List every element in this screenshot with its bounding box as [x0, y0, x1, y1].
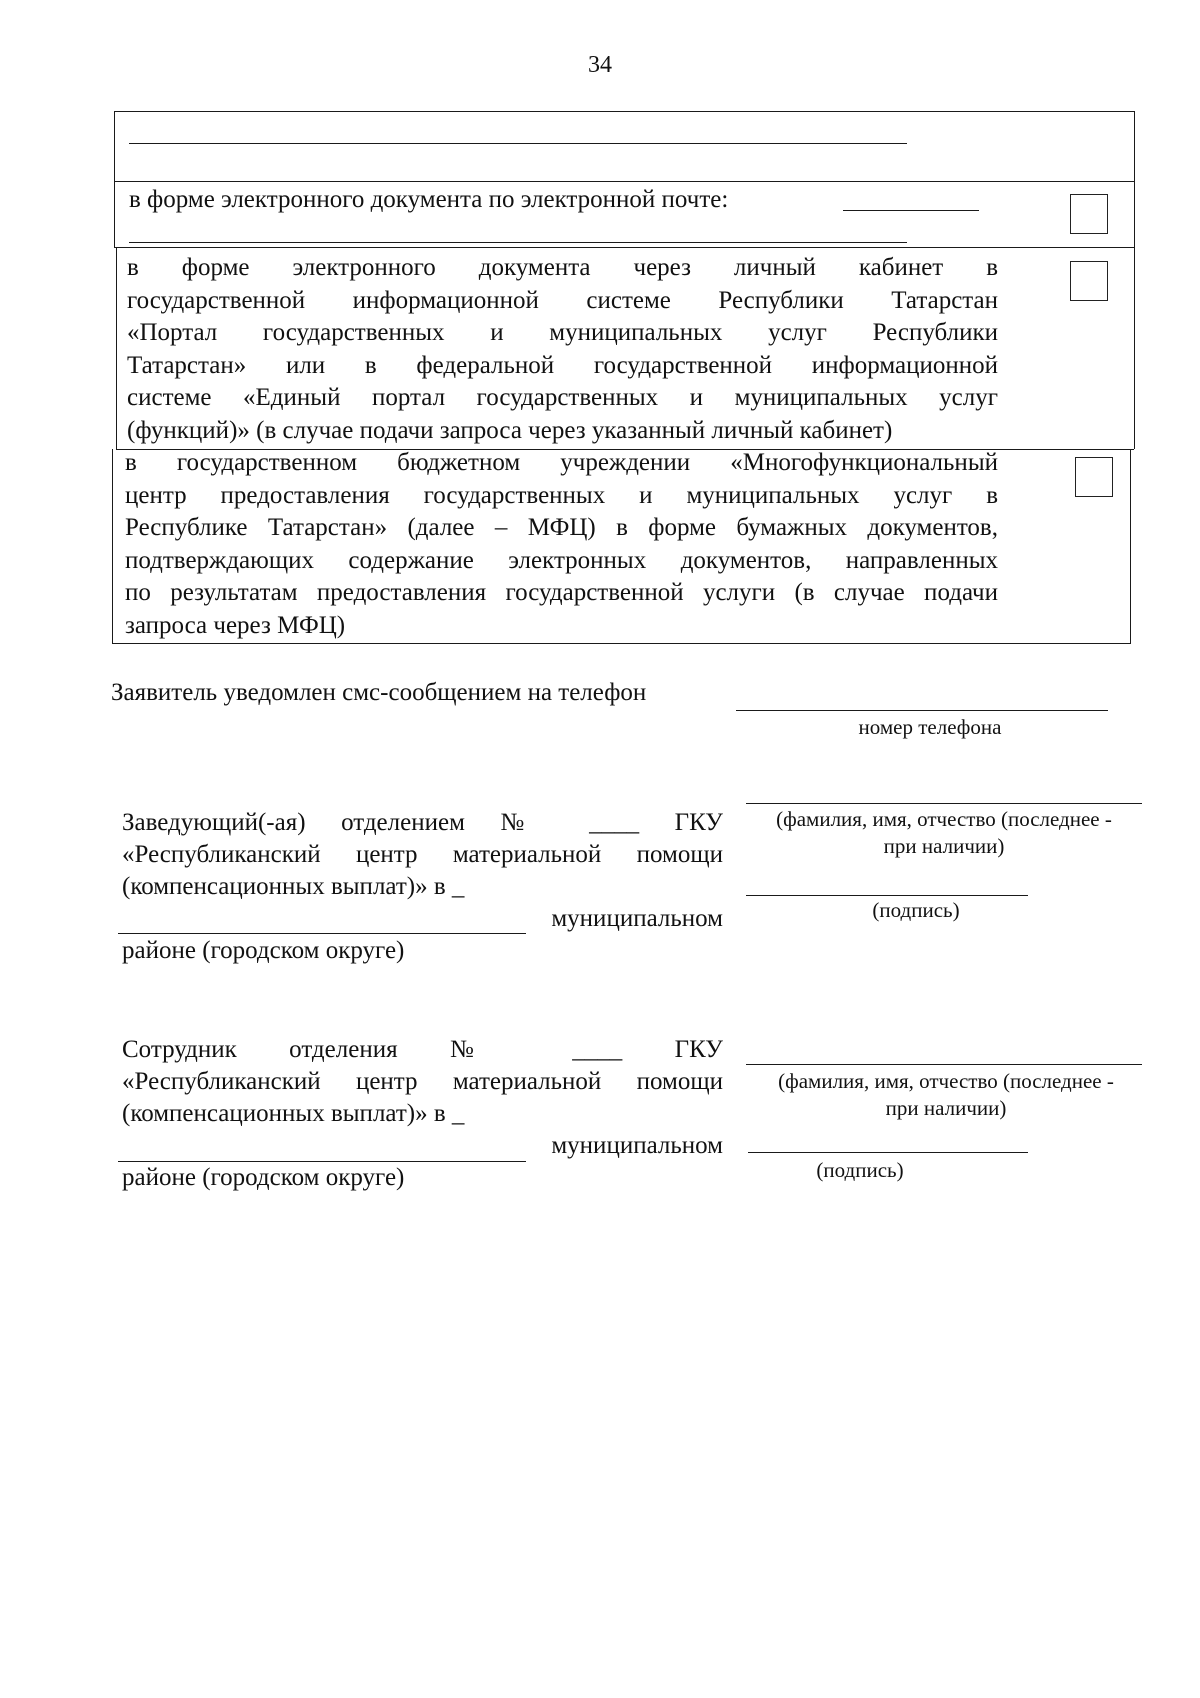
- row-divider-2: [114, 247, 1135, 248]
- text-line: районе (городском округе): [122, 937, 405, 964]
- staff-district-field[interactable]: [118, 1161, 526, 1162]
- staff-signature-caption: (подпись): [816, 1158, 904, 1182]
- caption-line: при наличии): [883, 834, 1005, 858]
- text-line: муниципальном: [551, 905, 723, 932]
- text-line: в государственном бюджетном учреждении «Многофункциональный: [125, 449, 998, 476]
- text-line: Татарстан» или в федеральной государственной информационной: [127, 351, 998, 379]
- table-right-border-1: [1134, 111, 1135, 449]
- text-line: районе (городском округе): [122, 1164, 405, 1191]
- phone-number-field[interactable]: [736, 710, 1108, 711]
- text-line: Республике Татарстан» (далее – МФЦ) в форме бумажных документов,: [125, 514, 998, 541]
- text-line: запроса через МФЦ): [125, 611, 346, 639]
- text-line: по результатам предоставления государственной услуги (в случае подачи: [125, 579, 998, 606]
- table-top-border: [114, 111, 1135, 112]
- text-line: «Республиканский центр материальной помощи: [122, 1068, 723, 1095]
- text-line: «Портал государственных и муниципальных услуг Республики: [127, 319, 998, 346]
- text-line: подтверждающих содержание электронных документов, направленных: [125, 546, 998, 574]
- text-line: (функций)» (в случае подачи запроса через указанный личный кабинет): [127, 416, 893, 444]
- option-email-label: в форме электронного документа по электронной почте:: [129, 186, 729, 213]
- caption-line: (фамилия, имя, отчество (последнее -: [776, 807, 1112, 831]
- text-line: муниципальном: [551, 1132, 723, 1159]
- option-personal-account-checkbox[interactable]: [1070, 261, 1108, 301]
- option-email-checkbox[interactable]: [1070, 194, 1108, 234]
- table-bottom-border: [112, 643, 1131, 644]
- staff-signature-position: [122, 1034, 723, 1194]
- text-line: центр предоставления государственных и муниципальных услуг в: [125, 481, 998, 509]
- staff-name-caption: [746, 1068, 1146, 1122]
- text-line: в форме электронного документа через личный кабинет в: [127, 254, 998, 281]
- head-district-field[interactable]: [118, 933, 526, 934]
- text-line: Сотрудник отделения № ____ ГКУ: [122, 1036, 723, 1063]
- head-signature-position: [122, 807, 723, 967]
- caption-line: при наличии): [885, 1096, 1007, 1120]
- page-number: 34: [588, 52, 612, 78]
- table-left-border-1: [114, 111, 115, 247]
- staff-signature-field[interactable]: [748, 1152, 1028, 1153]
- text-line: «Республиканский центр материальной помощи: [122, 841, 723, 868]
- text-line: (компенсационных выплат)» в _: [122, 873, 465, 900]
- table-left-border-2: [116, 247, 117, 449]
- staff-name-field[interactable]: [746, 1064, 1142, 1065]
- text-line: государственной информационной системе Республики Татарстан: [127, 286, 998, 314]
- head-signature-caption: (подпись): [872, 898, 960, 922]
- sms-notice-text: Заявитель уведомлен смс-сообщением на телефон: [111, 679, 647, 706]
- blank-fill-line[interactable]: [129, 143, 907, 144]
- phone-number-caption: номер телефона: [858, 715, 1002, 739]
- table-right-border-2: [1130, 449, 1131, 643]
- head-name-field[interactable]: [746, 803, 1142, 804]
- caption-line: (фамилия, имя, отчество (последнее -: [778, 1069, 1114, 1093]
- option-mfc-checkbox[interactable]: [1075, 457, 1113, 497]
- text-line: Заведующий(-ая) отделением № ____ ГКУ: [122, 809, 723, 836]
- text-line: системе «Единый портал государственных и муниципальных услуг: [127, 384, 998, 411]
- option-personal-account-text: [127, 252, 998, 447]
- head-signature-field[interactable]: [746, 895, 1028, 896]
- text-line: (компенсационных выплат)» в _: [122, 1100, 465, 1127]
- row-divider-1: [114, 181, 1135, 182]
- email-address-field[interactable]: [843, 210, 979, 211]
- option-mfc-text: [125, 447, 998, 642]
- table-left-border-3: [112, 449, 113, 643]
- email-fill-line[interactable]: [129, 242, 907, 243]
- head-name-caption: [744, 806, 1144, 860]
